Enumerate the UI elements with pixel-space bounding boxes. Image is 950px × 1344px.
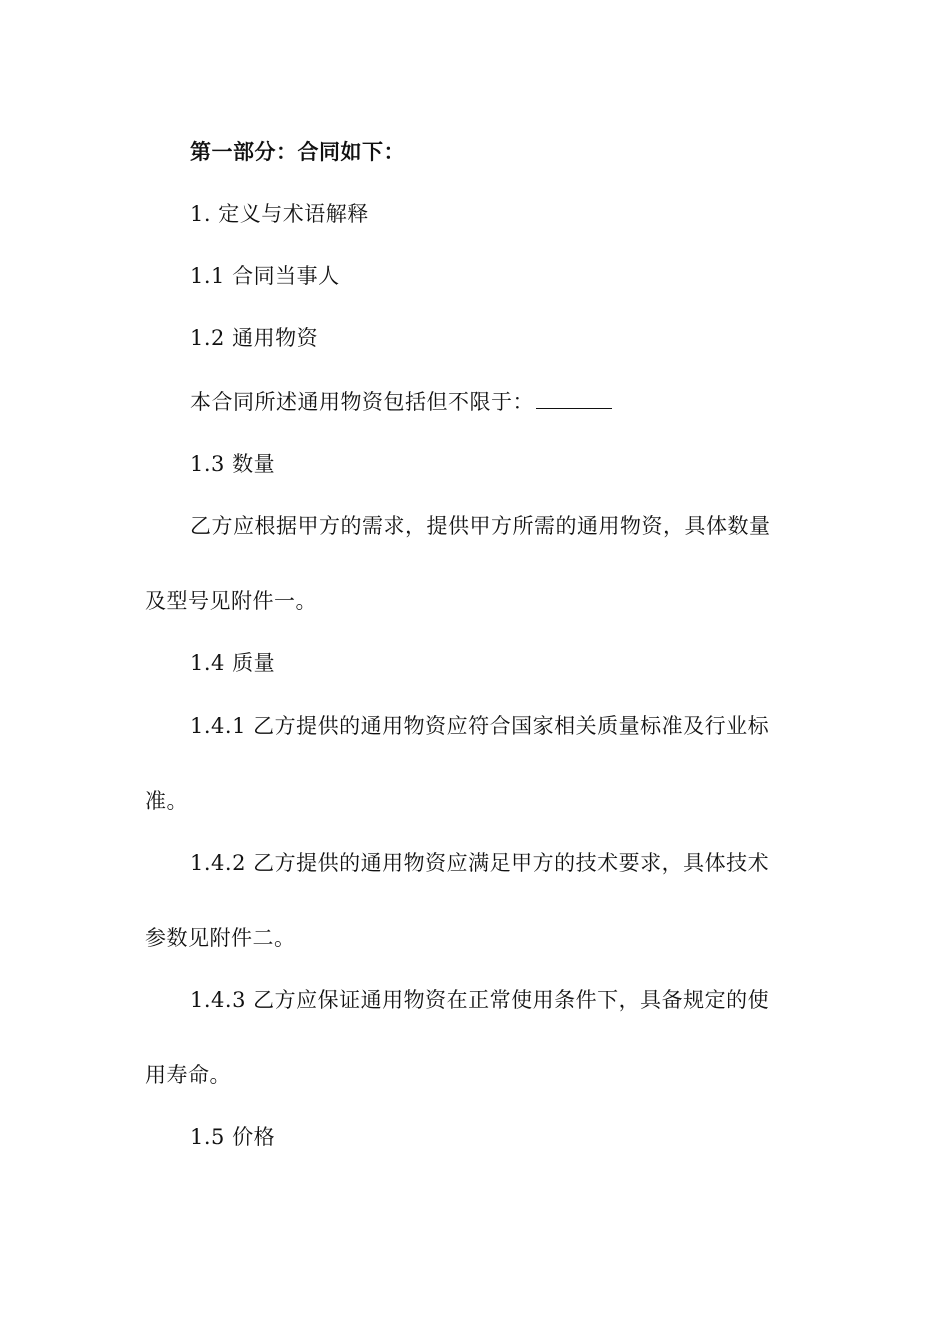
clause-1-3-body-line2: 及型号见附件一。 bbox=[145, 589, 317, 613]
clause-1-2: 1.2 通用物资 bbox=[190, 326, 319, 350]
fill-in-blank bbox=[536, 390, 612, 409]
clause-1-3-body-line1: 乙方应根据甲方的需求，提供甲方所需的通用物资，具体数量 bbox=[190, 514, 771, 538]
clause-1-4: 1.4 质量 bbox=[190, 651, 276, 675]
clause-1-5: 1.5 价格 bbox=[190, 1125, 276, 1149]
clause-1-3: 1.3 数量 bbox=[190, 452, 276, 476]
clause-1-4-3-line1: 1.4.3 乙方应保证通用物资在正常使用条件下，具备规定的使 bbox=[190, 988, 770, 1012]
section-heading: 第一部分：合同如下： bbox=[190, 139, 405, 164]
clause-1-2-body bbox=[190, 387, 815, 417]
clause-1-2-text: 本合同所述通用物资包括但不限于： bbox=[190, 390, 534, 414]
clause-1-1: 1.1 合同当事人 bbox=[190, 264, 340, 288]
clause-1-4-2-line2: 参数见附件二。 bbox=[145, 926, 296, 950]
clause-1-4-1-line2: 准。 bbox=[145, 789, 188, 813]
clause-1: 1. 定义与术语解释 bbox=[190, 202, 369, 226]
clause-1-4-2-line1: 1.4.2 乙方提供的通用物资应满足甲方的技术要求，具体技术 bbox=[190, 851, 770, 875]
clause-1-4-1-line1: 1.4.1 乙方提供的通用物资应符合国家相关质量标准及行业标 bbox=[190, 714, 770, 738]
clause-1-4-3-line2: 用寿命。 bbox=[145, 1063, 231, 1087]
